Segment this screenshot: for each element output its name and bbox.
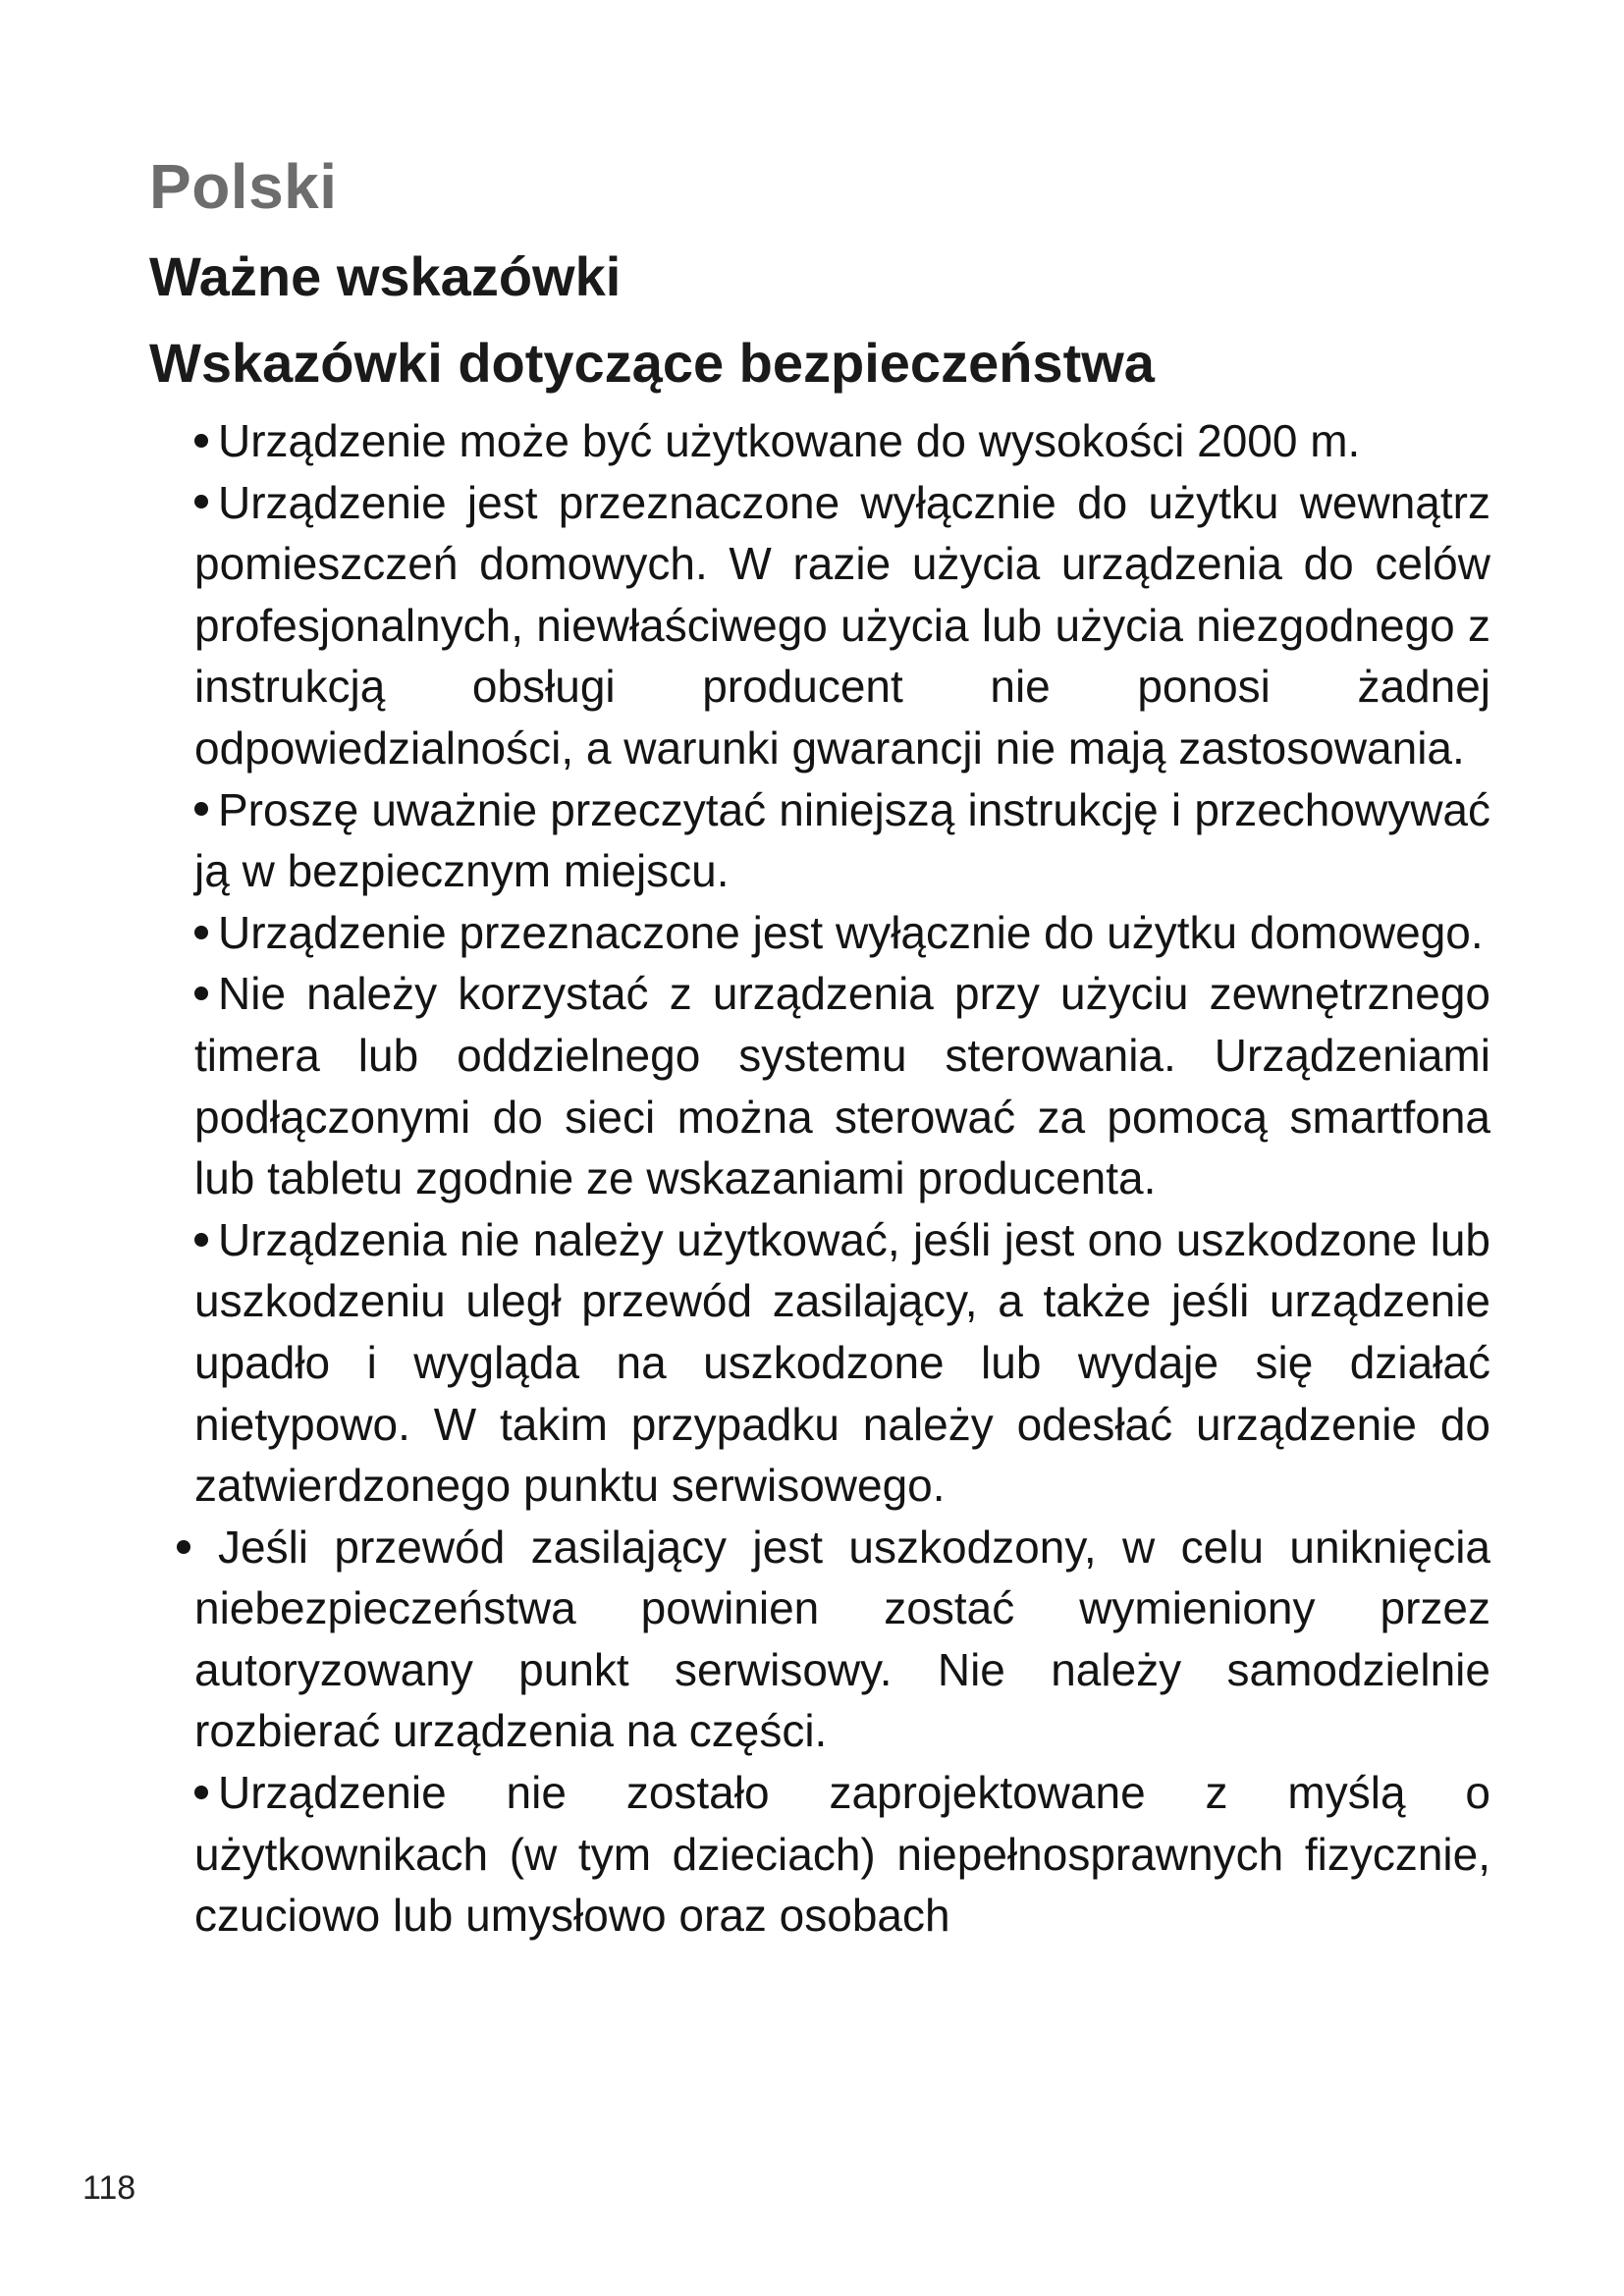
list-item-text: Urządzenie jest przeznaczone wyłącznie do użytku wewnątrz pomieszczeń domowych. W razie użycia urządzenia do celów profesjonalnych, niewłaściwego użycia lub użycia niezgodnego z instrukcją obsługi producent nie ponosi żadnej odpowiedzialności, a warunki gwarancji nie mają zastosowania. xyxy=(194,476,1490,774)
list-item-text: Urządzenie może być użytkowane do wysokości 2000 m. xyxy=(218,415,1361,466)
page-number: 118 xyxy=(82,2169,136,2207)
list-item xyxy=(177,963,1490,1208)
bullet-icon xyxy=(194,926,208,939)
list-item xyxy=(177,1762,1490,1947)
list-item-text: Nie należy korzystać z urządzenia przy użyciu zewnętrznego timera lub oddzielnego systemu sterowania. Urządzeniami podłączonymi do sieci można sterować za pomocą smartfona lub tabletu zgodnie ze wskazaniami producenta. xyxy=(194,968,1490,1204)
bullet-icon xyxy=(194,1786,208,1799)
list-item xyxy=(177,410,1490,472)
bullet-icon xyxy=(194,434,208,448)
list-item xyxy=(177,779,1490,902)
list-item-text: Urządzenie nie zostało zaprojektowane z myślą o użytkownikach (w tym dzieciach) niepełnosprawnych fizycznie, czuciowo lub umysłowo oraz osobach xyxy=(194,1767,1490,1942)
bullet-icon xyxy=(194,802,208,816)
section-title: Ważne wskazówki xyxy=(149,245,622,307)
language-title: Polski xyxy=(149,151,338,222)
list-item-text: Proszę uważnie przeczytać niniejszą instrukcję i przechowywać ją w bezpiecznym miejscu. xyxy=(194,783,1490,897)
list-item xyxy=(177,902,1490,964)
list-item-text: Urządzenia nie należy użytkować, jeśli jest ono uszkodzone lub uszkodzeniu uległ przewód zasilający, a także jeśli urządzenie upadło i wygląda na uszkodzone lub wydaje się działać nietypowo. W takim przypadku należy odesłać urządzenie do zatwierdzonego punktu serwisowego. xyxy=(194,1213,1490,1512)
bullet-icon xyxy=(194,495,208,508)
list-item-text: Urządzenie przeznaczone jest wyłącznie do użytku domowego. xyxy=(218,906,1484,958)
list-item xyxy=(177,472,1490,779)
bullet-icon xyxy=(194,1233,208,1247)
list-item xyxy=(177,1209,1490,1517)
list-item xyxy=(177,1517,1490,1762)
list-item-text: Jeśli przewód zasilający jest uszkodzony, w celu uniknięcia niebezpieczeństwa powinien zostać wymieniony przez autoryzowany punkt serwisowy. Nie należy samodzielnie rozbierać urządzenia na części. xyxy=(194,1521,1490,1757)
safety-instructions-list xyxy=(177,410,1490,1947)
subsection-title: Wskazówki dotyczące bezpieczeństwa xyxy=(149,332,1155,394)
bullet-icon xyxy=(194,987,208,1000)
bullet-icon xyxy=(177,1540,190,1554)
